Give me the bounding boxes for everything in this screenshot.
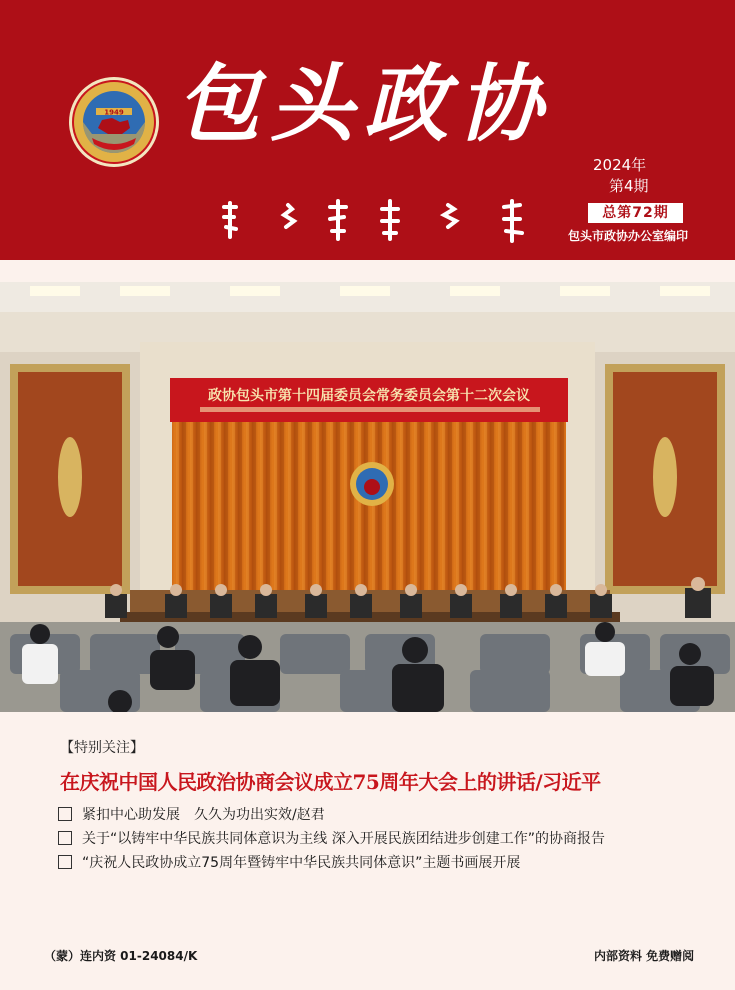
- toc-item: [58, 802, 728, 826]
- section-label: 【特别关注】: [60, 740, 144, 756]
- toc-item: [58, 826, 728, 850]
- cover-photo-meeting-hall: [0, 282, 735, 712]
- toc-item-text: “庆祝人民政协成立75周年暨铸牢中华民族共同体意识”主题书画展开展: [82, 855, 521, 871]
- table-of-contents: [58, 802, 728, 874]
- checkbox-icon: [58, 807, 72, 821]
- masthead: [0, 0, 735, 260]
- cppcc-emblem-icon: [68, 76, 160, 168]
- checkbox-icon: [58, 831, 72, 845]
- toc-item: [58, 850, 728, 874]
- cover-headline: 在庆祝中国人民政治协商会议成立75周年大会上的讲话/习近平: [60, 770, 601, 794]
- mongolian-script-title: [222, 195, 552, 245]
- emblem-year-text: 1949: [104, 108, 124, 117]
- meeting-banner-text: 政协包头市第十四届委员会常务委员会第十二次会议: [208, 388, 530, 404]
- magazine-title: 包头政协: [176, 54, 553, 153]
- toc-item-text: 紧扣中心助发展 久久为功出实效/赵君: [82, 807, 325, 823]
- editor-credit: 包头市政协办公室编印: [568, 229, 689, 243]
- issue-year: 2024年: [593, 156, 647, 174]
- total-issue-badge: 总第72期: [588, 203, 683, 223]
- checkbox-icon: [58, 855, 72, 869]
- issue-number: 第4期: [609, 177, 649, 195]
- toc-item-text: 关于“以铸牢中华民族共同体意识为主线 深入开展民族团结进步创建工作”的协商报告: [82, 831, 605, 847]
- registration-number: （蒙）连内资 01-24084/K: [44, 949, 198, 963]
- distribution-note: 内部资料 免费赠阅: [594, 949, 695, 963]
